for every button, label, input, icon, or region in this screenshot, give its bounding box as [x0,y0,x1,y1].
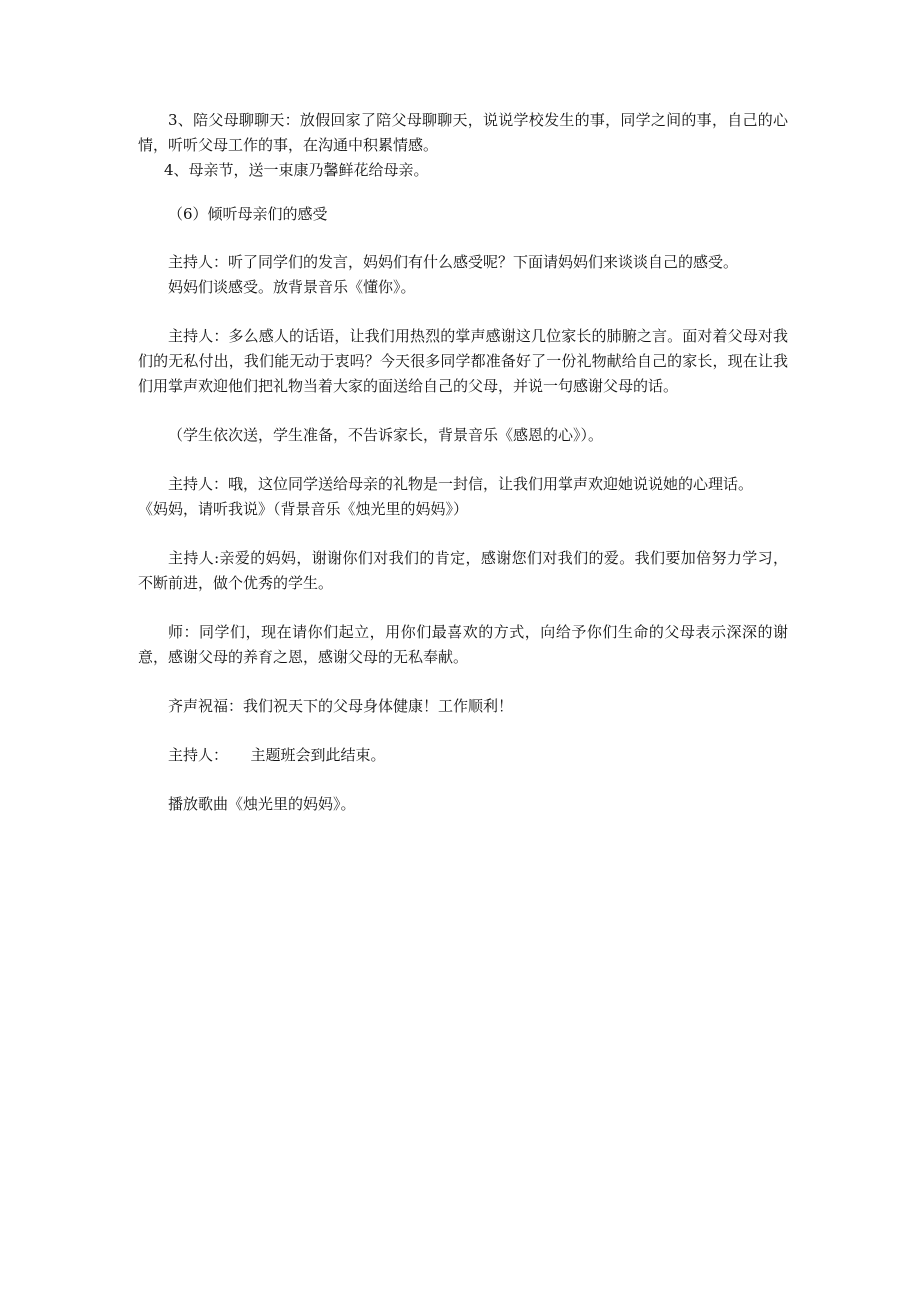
section-heading-listen-mothers: （6）倾听母亲们的感受 [168,205,328,223]
document-page [138,108,788,817]
paragraph-play-song: 播放歌曲《烛光里的妈妈》。 [168,795,356,813]
paragraph-host-letter: 主持人：哦，这位同学送给母亲的礼物是一封信，让我们用掌声欢迎她说说她的心理话。 [168,475,754,493]
paragraph-host-ask-mothers: 主持人：听了同学们的发言，妈妈们有什么感受呢？下面请妈妈们来谈谈自己的感受。 [168,253,739,271]
paragraph-teacher-stand-up: 师：同学们，现在请你们起立，用你们最喜欢的方式，向给予你们生命的父母表示深深的谢意，感谢父母的养育之恩，感谢父母的无私奉献。 [138,623,788,666]
paragraph-letter-title: 《妈妈，请听我说》（背景音乐《烛光里的妈妈》） [138,500,469,518]
paragraph-mothers-day: 4、母亲节，送一束康乃馨鲜花给母亲。 [164,161,429,179]
paragraph-host-closing: 主持人： 主题班会到此结束。 [168,746,386,764]
paragraph-chat-with-parents: 3、陪父母聊聊天：放假回家了陪父母聊聊天，说说学校发生的事，同学之间的事，自己的心情，听听父母工作的事，在沟通中积累情感。 [138,111,788,154]
paragraph-mothers-share: 妈妈们谈感受。放背景音乐《懂你》。 [168,278,416,296]
paragraph-blessing: 齐声祝福：我们祝天下的父母身体健康！工作顺利！ [168,697,514,715]
paragraph-students-give-gifts: （学生依次送，学生准备，不告诉家长，背景音乐《感恩的心》）。 [168,426,604,444]
paragraph-host-gifts: 主持人：多么感人的话语，让我们用热烈的掌声感谢这几位家长的肺腑之言。面对着父母对我们的无私付出，我们能无动于衷吗？今天很多同学都准备好了一份礼物献给自己的家长，现在让我们用掌声欢迎他们把礼物当着大家的面送给自己的父母，并说一句感谢父母的话。 [138,327,788,395]
paragraph-host-thanks-mothers: 主持人:亲爱的妈妈，谢谢你们对我们的肯定，感谢您们对我们的爱。我们要加倍努力学习，不断前进，做个优秀的学生。 [138,549,788,592]
